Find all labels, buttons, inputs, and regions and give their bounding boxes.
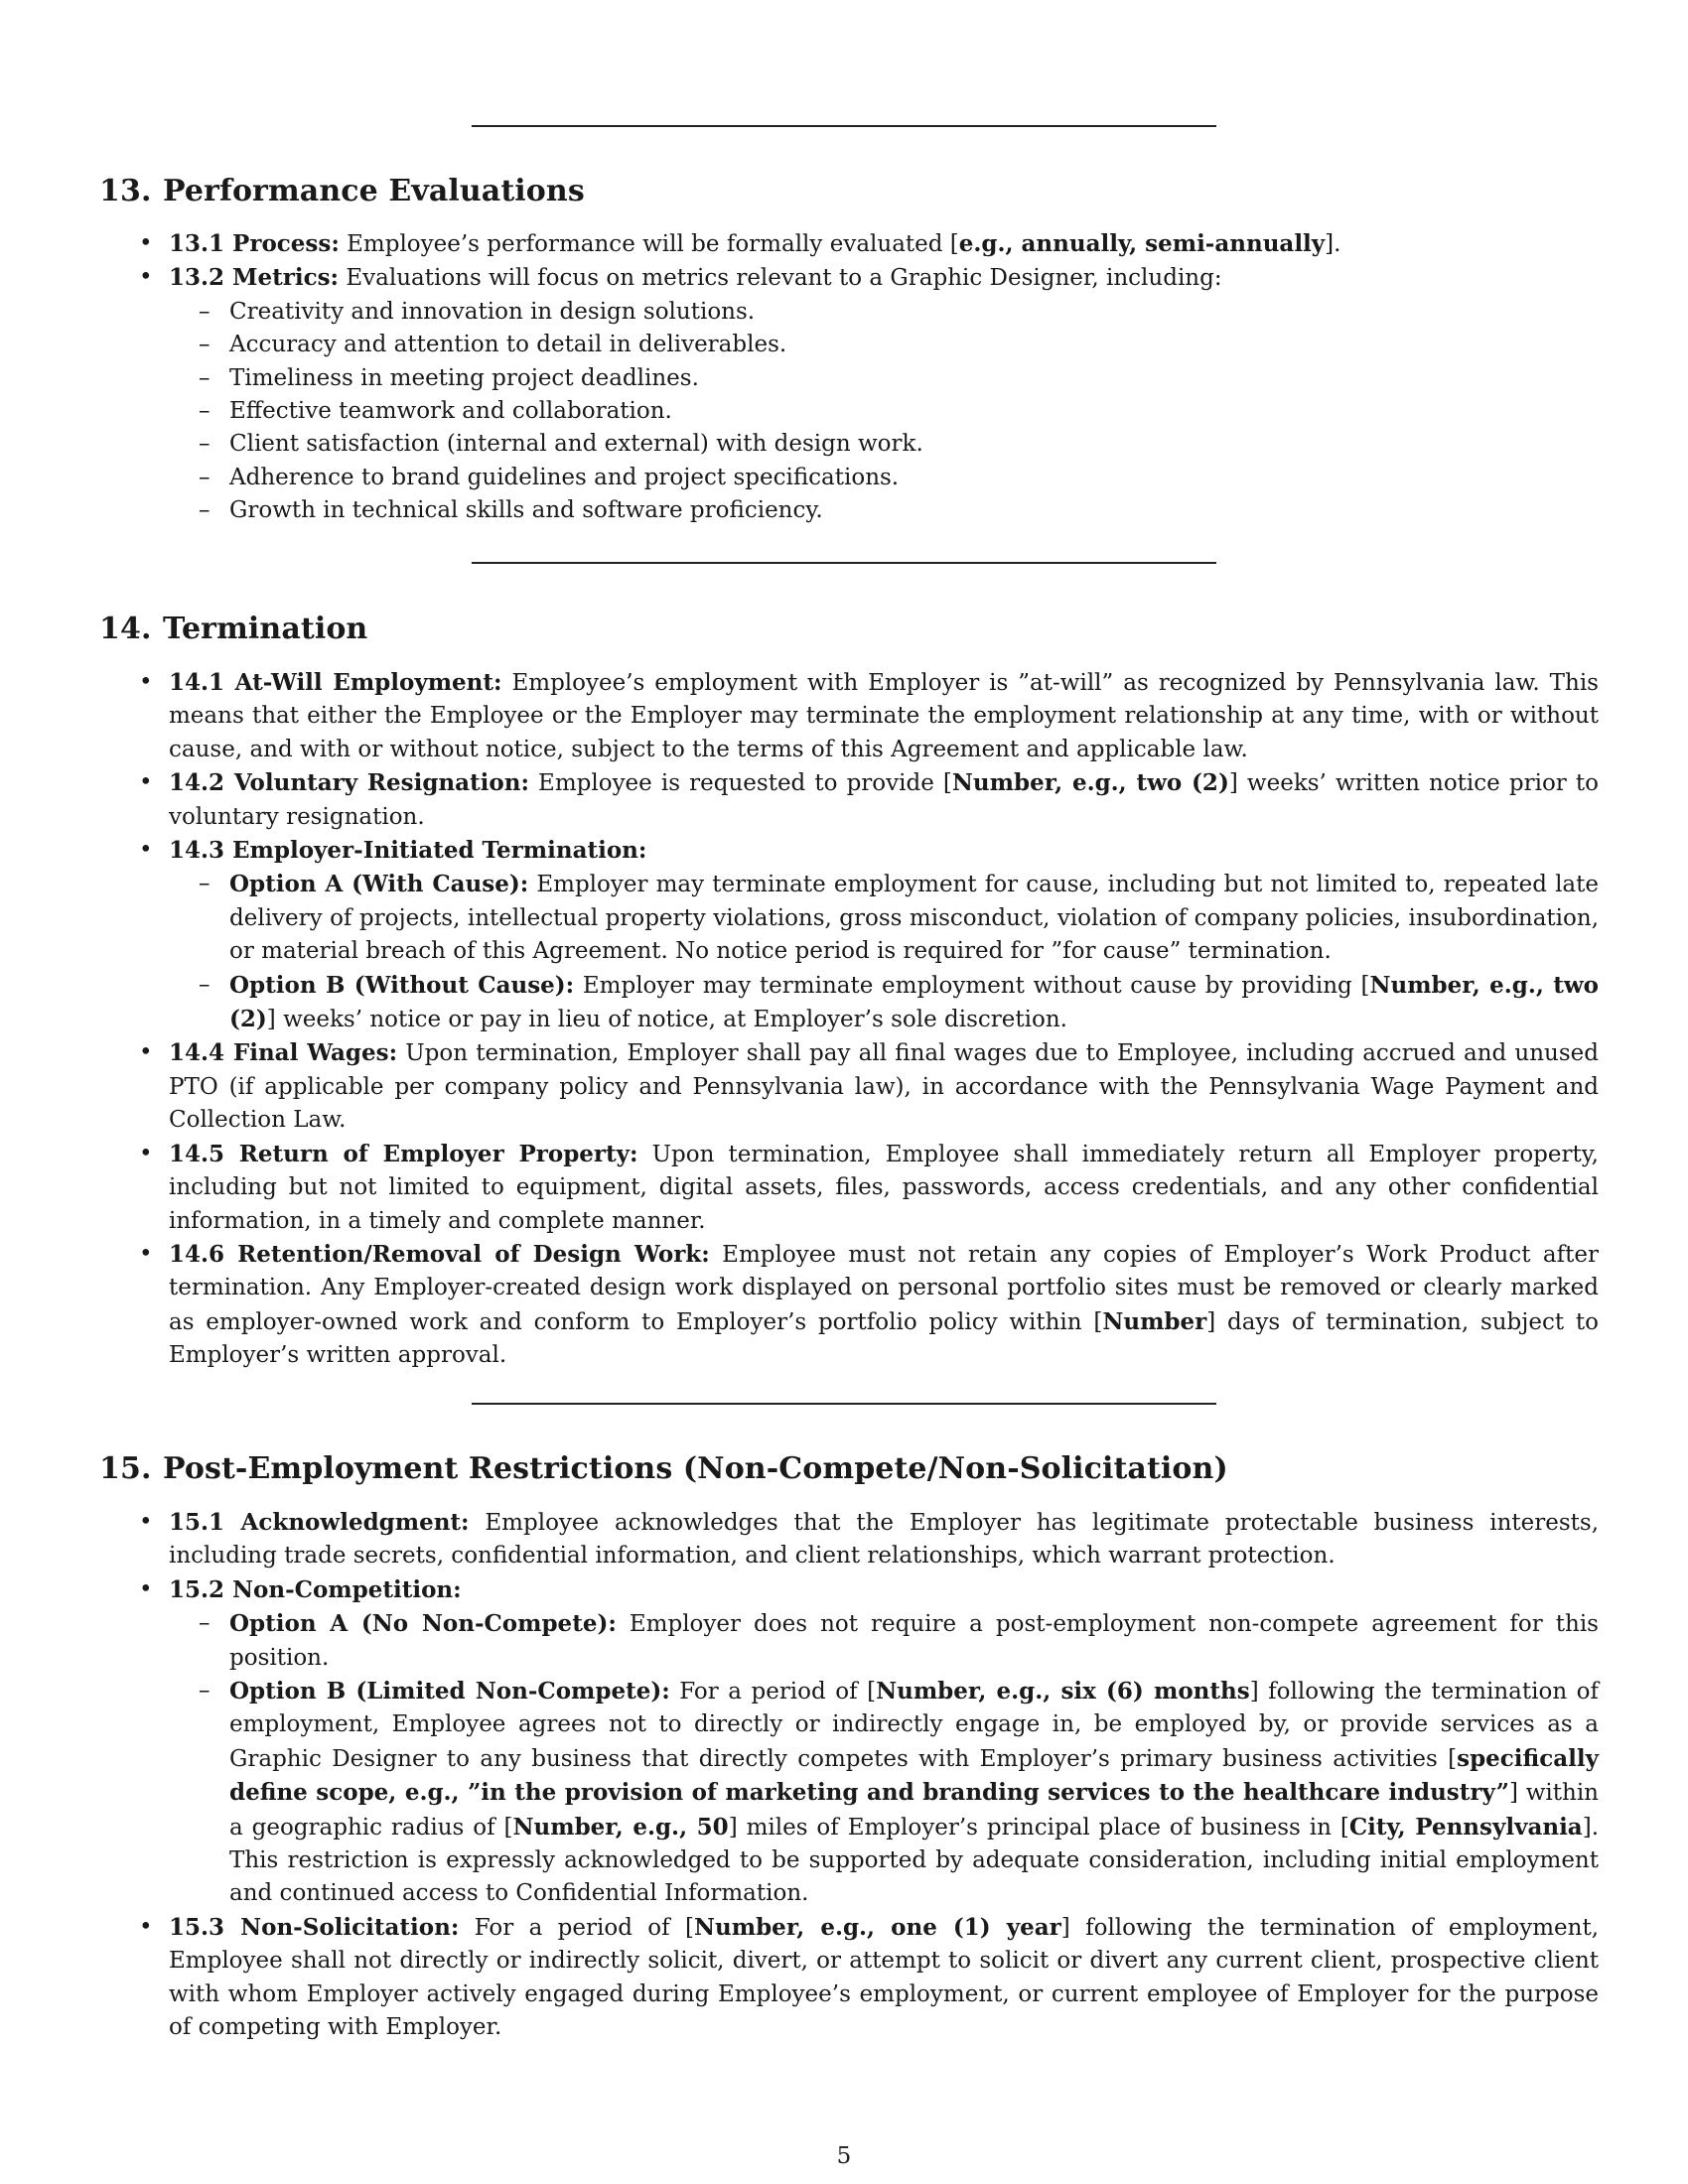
clause-15-3 bbox=[139, 1911, 1599, 2045]
placeholder-text: Number bbox=[1102, 1307, 1207, 1335]
clause-label: 14.3 Employer-Initiated Termination: bbox=[169, 837, 647, 865]
option-label: Option A (No Non-Compete): bbox=[229, 1610, 617, 1638]
metric-item: – Adherence to brand guidelines and project specifications. bbox=[169, 462, 1599, 494]
option-b bbox=[169, 1675, 1599, 1911]
clause-label: 13.1 Process: bbox=[169, 230, 340, 257]
section-14-heading bbox=[99, 611, 367, 648]
placeholder-text: Number, e.g., two (2) bbox=[951, 769, 1229, 797]
section-number: 14. bbox=[99, 612, 152, 646]
option-label: Option B (Limited Non-Compete): bbox=[229, 1678, 670, 1706]
section-15-heading bbox=[99, 1450, 1228, 1488]
metric-item: – Effective teamwork and collaboration. bbox=[169, 395, 1599, 428]
clause-15-2 bbox=[139, 1573, 1599, 1911]
clause-text: ]. This restriction is expressly acknowledged to be supported by adequate consideration, including initial employment and continued access to Confidential Information. bbox=[229, 1814, 1600, 1907]
clause-14-4 bbox=[139, 1036, 1599, 1137]
non-compete-options bbox=[169, 1607, 1599, 1911]
clause-14-3 bbox=[139, 834, 1599, 1036]
clause-15-1 bbox=[139, 1506, 1599, 1573]
clause-label: 14.6 Retention/Removal of Design Work: bbox=[169, 1240, 710, 1268]
section-title: Termination bbox=[163, 612, 368, 646]
clause-text: Upon termination, Employee shall immediately return all Employer property, including but not limited to equipment, digital assets, files, passwords, access credentials, and any other confidential information, in a timely and complete manner. bbox=[169, 1141, 1599, 1234]
clause-text: Upon termination, Employer shall pay all final wages due to Employee, including accrued and unused PTO (if applicable per company policy and Pennsylvania law), in accordance with the Pennsylvania Wage Payment and Collection Law. bbox=[169, 1040, 1599, 1134]
option-label: Option B (Without Cause): bbox=[229, 971, 575, 999]
section-number: 15. bbox=[99, 1451, 152, 1486]
clause-text: Employee is requested to provide [ bbox=[528, 770, 952, 797]
clause-text: ] following the termination of employment, Employee agrees not to directly or indirectly engage in, be employed by, or provide services as a Graphic Designer to any business that directly competes with Employer’s primary business activities [ bbox=[229, 1679, 1599, 1772]
section-divider bbox=[472, 1403, 1216, 1405]
clause-text: ] weeks’ written notice prior to voluntary resignation. bbox=[169, 770, 1599, 830]
clause-label: 14.5 Return of Employer Property: bbox=[169, 1140, 638, 1167]
section-14-list bbox=[139, 666, 1599, 1373]
clause-13-2 bbox=[139, 261, 1599, 527]
section-divider bbox=[472, 562, 1216, 564]
metric-item: – Accuracy and attention to detail in deliverables. bbox=[169, 329, 1599, 361]
clause-text: Employee must not retain any copies of Employer’s Work Product after termination. Any Employer-created design work displayed on personal portfolio sites must be removed or clearly marked as employer-owned work and conform to Employer’s portfolio policy within [ bbox=[169, 1241, 1599, 1335]
clause-13-1 bbox=[139, 227, 1599, 261]
clause-label: 15.1 Acknowledgment: bbox=[169, 1509, 470, 1536]
clause-label: 15.3 Non-Solicitation: bbox=[169, 1913, 460, 1941]
termination-options bbox=[169, 868, 1599, 1036]
clause-text: ]. bbox=[1325, 231, 1341, 257]
placeholder-text: Number, e.g., two (2) bbox=[229, 971, 1600, 1033]
clause-text: Employee’s performance will be formally evaluated [ bbox=[339, 231, 959, 257]
section-divider bbox=[472, 125, 1216, 127]
placeholder-text: Number, e.g., one (1) year bbox=[694, 1913, 1061, 1941]
clause-label: 14.2 Voluntary Resignation: bbox=[169, 769, 529, 797]
clause-text: ] days of termination, subject to Employer’s written approval. bbox=[169, 1308, 1599, 1369]
metric-item: – Creativity and innovation in design solutions. bbox=[169, 296, 1599, 329]
placeholder-text: City, Pennsylvania bbox=[1348, 1813, 1583, 1841]
placeholder-text: e.g., annually, semi-annually bbox=[958, 230, 1326, 257]
clause-label: 15.2 Non-Competition: bbox=[169, 1575, 462, 1603]
clause-text: Employee’s employment with Employer is ”at-will” as recognized by Pennsylvania law. This means that either the Employee or the Employer may terminate the employment relationship at any time, with or without cause, and with or without notice, subject to the terms of this Agreement and applicable law. bbox=[169, 670, 1599, 762]
section-13-list bbox=[139, 227, 1599, 528]
section-13-heading bbox=[99, 173, 585, 210]
clause-14-6 bbox=[139, 1238, 1599, 1373]
metric-item: – Client satisfaction (internal and external) with design work. bbox=[169, 428, 1599, 461]
option-b bbox=[169, 969, 1599, 1037]
clause-label: 14.1 At-Will Employment: bbox=[169, 669, 502, 696]
clause-text: Employee acknowledges that the Employer has legitimate protectable business interests, including trade secrets, confidential information, and client relationships, which warrant protection. bbox=[169, 1510, 1600, 1570]
section-title: Post-Employment Restrictions (Non-Compete/Non-Solicitation) bbox=[163, 1451, 1228, 1486]
section-number: 13. bbox=[99, 174, 152, 208]
clause-text: For a period of [ bbox=[669, 1679, 877, 1706]
clause-text: Evaluations will focus on metrics relevant to a Graphic Designer, including: bbox=[339, 265, 1222, 292]
clause-text: Employer may terminate employment without cause by providing [ bbox=[574, 972, 1370, 999]
clause-text: ] within a geographic radius of [ bbox=[229, 1780, 1599, 1841]
metric-item: – Timeliness in meeting project deadlines. bbox=[169, 362, 1599, 395]
clause-14-5 bbox=[139, 1138, 1599, 1238]
metric-item: – Growth in technical skills and software proficiency. bbox=[169, 494, 1599, 527]
clause-text: For a period of [ bbox=[459, 1914, 695, 1941]
clause-text: ] miles of Employer’s principal place of business in [ bbox=[728, 1814, 1349, 1841]
clause-label: 14.4 Final Wages: bbox=[169, 1039, 398, 1067]
option-a bbox=[169, 868, 1599, 968]
clause-text: Employer does not require a post-employment non-compete agreement for this position. bbox=[229, 1611, 1599, 1671]
clause-text: Employer may terminate employment for cause, including but not limited to, repeated late delivery of projects, intellectual property violations, gross misconduct, violation of company policies, insubordination, or material breach of this Agreement. No notice period is required for ”for cause” termination. bbox=[229, 872, 1600, 965]
placeholder-text: Number, e.g., six (6) months bbox=[876, 1678, 1250, 1706]
metrics-list bbox=[169, 296, 1599, 528]
section-15-list bbox=[139, 1506, 1599, 2045]
section-title: Performance Evaluations bbox=[163, 174, 585, 208]
clause-14-1 bbox=[139, 666, 1599, 766]
page-number: 5 bbox=[836, 2143, 852, 2169]
option-label: Option A (With Cause): bbox=[229, 871, 529, 898]
placeholder-text: Number, e.g., 50 bbox=[512, 1813, 729, 1841]
clause-text: ] following the termination of employment, Employee shall not directly or indirectly solicit, divert, or attempt to solicit or divert any current client, prospective client with whom Employer actively engaged during Employee’s employment, or current employee of Employer for the purpose of competing with Employer. bbox=[169, 1914, 1600, 2041]
clause-text: ] weeks’ notice or pay in lieu of notice, at Employer’s sole discretion. bbox=[266, 1007, 1067, 1033]
placeholder-text: specifically define scope, e.g., ”in the provision of marketing and branding services to the healthcare industry” bbox=[229, 1744, 1599, 1807]
clause-label: 13.2 Metrics: bbox=[169, 264, 340, 292]
option-a bbox=[169, 1607, 1599, 1675]
clause-14-2 bbox=[139, 766, 1599, 834]
